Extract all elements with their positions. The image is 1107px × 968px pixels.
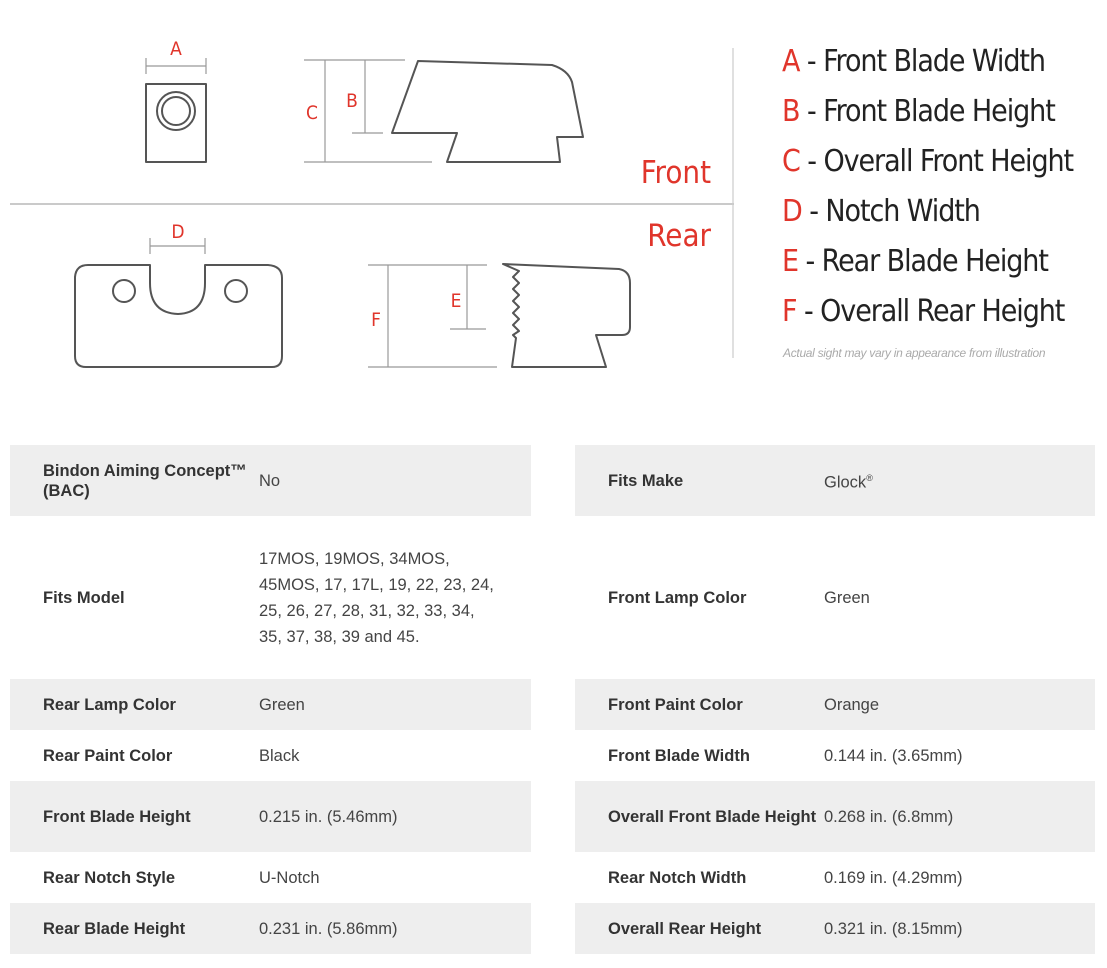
legend-item-c: C - Overall Front Height: [782, 144, 1074, 179]
spec-label: Rear Blade Height: [43, 919, 186, 938]
dim-label-e: E: [450, 290, 462, 312]
dimension-legend: [782, 42, 1102, 342]
spec-row: [10, 903, 531, 954]
dim-label-a: A: [170, 38, 182, 60]
dim-label-b: B: [346, 90, 358, 112]
spec-label: Bindon Aiming Concept™ (BAC): [43, 461, 247, 500]
spec-value: No: [259, 471, 281, 490]
spec-row: [575, 516, 1095, 679]
front-sight-side-view: [392, 61, 583, 162]
legend-item-b: B - Front Blade Height: [782, 94, 1055, 129]
spec-value: Orange: [824, 695, 880, 714]
sight-illustration: [0, 0, 760, 400]
spec-row: [10, 445, 531, 516]
spec-label: Fits Model: [43, 588, 125, 607]
registered-mark: ®: [866, 473, 873, 484]
spec-table-left: [10, 445, 531, 954]
spec-row: [10, 852, 531, 903]
dim-label-f: F: [371, 309, 381, 331]
front-sight-end-view: [146, 84, 206, 162]
legend-item-d: D - Notch Width: [782, 194, 980, 229]
dim-label-d: D: [171, 221, 185, 243]
spec-value: Black: [259, 746, 300, 765]
legend-item-f: F - Overall Rear Height: [782, 294, 1065, 329]
illustration-disclaimer: Actual sight may vary in appearance from illustration: [783, 346, 1046, 360]
spec-label: Overall Rear Height: [608, 919, 762, 938]
spec-value: 0.231 in. (5.86mm): [259, 919, 398, 938]
spec-row: [10, 781, 531, 852]
dim-label-c: C: [306, 102, 318, 124]
spec-value: 0.215 in. (5.46mm): [259, 807, 398, 826]
spec-value: Green: [824, 588, 870, 607]
spec-row: [10, 679, 531, 730]
spec-label: Rear Notch Style: [43, 868, 176, 887]
spec-value: U-Notch: [259, 868, 320, 887]
sight-diagram: [0, 0, 1107, 400]
rear-sight-side-view: [503, 264, 630, 367]
spec-label: Fits Make: [608, 471, 684, 490]
spec-value: 0.144 in. (3.65mm): [824, 746, 963, 765]
front-lamp-inner: [162, 97, 190, 125]
spec-label: Rear Lamp Color: [43, 695, 176, 714]
spec-label: Front Paint Color: [608, 695, 743, 714]
spec-row: [575, 730, 1095, 781]
spec-value: 0.321 in. (8.15mm): [824, 919, 963, 938]
spec-table-right: [575, 445, 1095, 954]
spec-label: Rear Paint Color: [43, 746, 173, 765]
legend-item-e: E - Rear Blade Height: [782, 244, 1048, 279]
spec-label: Front Blade Height: [43, 807, 191, 826]
section-label-front: Front: [640, 155, 711, 191]
spec-value: 0.169 in. (4.29mm): [824, 868, 963, 887]
rear-lamp-left: [113, 280, 135, 302]
spec-row: [10, 516, 531, 679]
rear-lamp-right: [225, 280, 247, 302]
spec-value: 0.268 in. (6.8mm): [824, 807, 954, 826]
spec-value: Glock®: [824, 473, 873, 492]
spec-row: [575, 445, 1095, 516]
spec-label: Front Lamp Color: [608, 588, 747, 607]
spec-label: Rear Notch Width: [608, 868, 747, 887]
spec-row: [575, 781, 1095, 852]
spec-row: [10, 730, 531, 781]
spec-row: [575, 903, 1095, 954]
legend-item-a: A - Front Blade Width: [782, 44, 1045, 79]
spec-label: Front Blade Width: [608, 746, 750, 765]
spec-row: [575, 852, 1095, 903]
spec-row: [575, 679, 1095, 730]
rear-sight-end-view: [75, 265, 282, 367]
section-label-rear: Rear: [647, 218, 711, 254]
spec-value: 17MOS, 19MOS, 34MOS, 45MOS, 17, 17L, 19, 22, 23, 24, 25, 26, 27, 28, 31, 32, 33, 34, 35, 37, 38, 39 and 45.: [259, 549, 494, 646]
spec-label: Overall Front Blade Height: [608, 807, 817, 826]
spec-value: Green: [259, 695, 305, 714]
